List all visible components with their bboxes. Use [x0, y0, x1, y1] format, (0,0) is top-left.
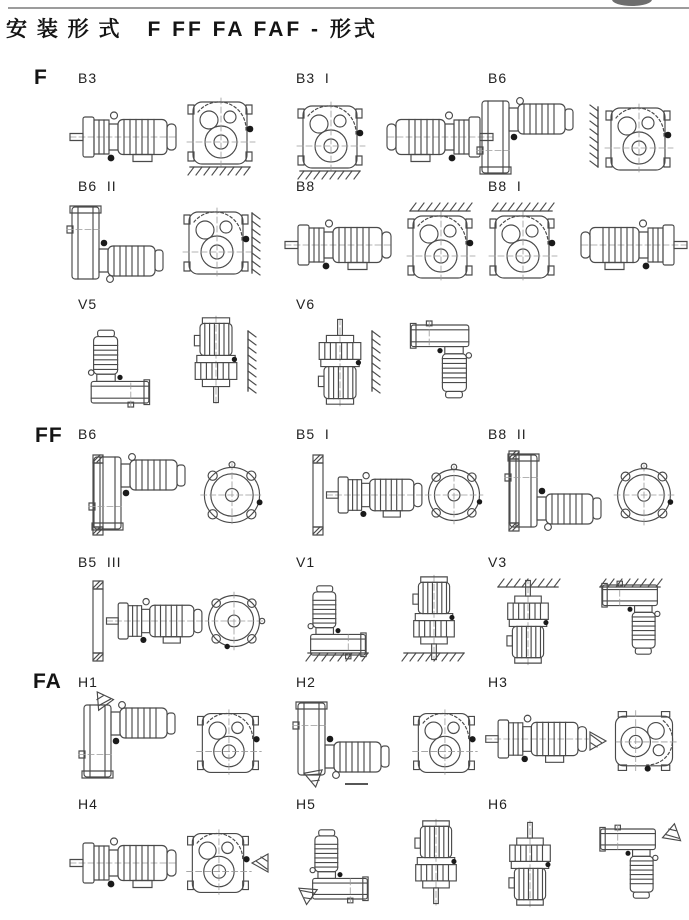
mount-cell-ff-b8ii	[480, 426, 688, 535]
mounting-diagram	[70, 575, 278, 663]
foot-arrow-marker	[90, 692, 113, 714]
stray-mark	[345, 783, 368, 785]
vstack-view	[509, 821, 551, 907]
mounting-diagram	[288, 695, 496, 783]
mount-cell-f-v6	[288, 296, 496, 405]
top-rule	[8, 7, 689, 9]
mount-code-label: B5 I	[296, 426, 330, 442]
mounting-diagram	[480, 817, 688, 905]
lunit-view	[310, 830, 368, 903]
end-view	[187, 830, 252, 895]
roundend-view	[201, 462, 264, 527]
end-view	[183, 208, 251, 276]
page-title-chinese: 安 装 形 式	[6, 18, 122, 41]
mount-cell-f-v5	[70, 296, 278, 405]
mount-code-label: V5	[78, 296, 98, 312]
page-title	[6, 13, 378, 43]
mount-cell-fa-h3	[480, 674, 688, 783]
end-view	[407, 212, 475, 280]
mounting-diagram	[288, 91, 496, 179]
fplate-view	[93, 581, 103, 661]
mount-code-label: H6	[488, 796, 508, 812]
mount-cell-ff-b5iii	[70, 554, 278, 663]
page-title-codes: F FF FA FAF - 形式	[147, 18, 378, 41]
foot-arrow-marker	[659, 824, 680, 846]
mount-cell-f-b8	[288, 178, 496, 287]
lunit-view	[79, 702, 175, 778]
mount-cell-fa-h5	[288, 796, 496, 905]
mount-cell-f-b3i	[288, 70, 496, 179]
end-view	[297, 102, 365, 170]
mount-cell-fa-h4	[70, 796, 278, 905]
end-view	[187, 98, 255, 166]
mount-cell-f-b6	[480, 70, 688, 179]
lunit-view	[308, 586, 366, 659]
end-view	[197, 710, 262, 775]
mounting-diagram	[70, 695, 278, 783]
mount-surface-hatch	[306, 653, 368, 661]
side-view	[107, 599, 204, 644]
mounting-diagram	[480, 695, 688, 783]
vstack-view	[194, 316, 237, 404]
section-label-fa: FA	[33, 670, 62, 693]
mount-cell-ff-b5i	[288, 426, 496, 535]
foot-arrow-marker	[252, 854, 268, 872]
mount-surface-hatch	[252, 213, 260, 275]
mounting-diagram	[288, 817, 496, 905]
mount-cell-f-b8i	[480, 178, 688, 287]
mount-code-label: B8 II	[488, 426, 527, 442]
end-view	[614, 711, 677, 774]
mount-surface-hatch	[188, 167, 250, 175]
mount-code-label: B8	[296, 178, 316, 194]
mount-code-label: B3 I	[296, 70, 330, 86]
lunit-view	[600, 825, 658, 898]
mounting-diagram	[70, 317, 278, 405]
roundend-view	[614, 463, 674, 525]
lunit-view	[88, 330, 149, 407]
mount-surface-hatch	[590, 105, 598, 167]
mount-surface-hatch	[372, 331, 380, 393]
lunit-view	[293, 702, 389, 778]
mounting-diagram	[288, 317, 496, 405]
mount-cell-fa-h6	[480, 796, 688, 905]
lunit-view	[67, 206, 163, 282]
mount-code-label: H2	[296, 674, 316, 690]
mount-surface-hatch	[410, 203, 472, 211]
lunit-view	[477, 98, 573, 174]
side-view	[486, 715, 589, 762]
side-view	[70, 838, 178, 888]
mount-cell-f-b3	[70, 70, 278, 179]
end-view	[413, 710, 478, 775]
mounting-diagram	[70, 199, 278, 287]
mount-cell-fa-h1	[70, 674, 278, 783]
lunit-view	[410, 321, 471, 398]
mount-code-label: H4	[78, 796, 98, 812]
mount-cell-fa-h2	[288, 674, 496, 783]
mount-code-label: B6	[78, 426, 98, 442]
mount-code-label: V6	[296, 296, 316, 312]
vstack-view	[413, 575, 455, 661]
mounting-diagram	[480, 91, 688, 179]
mount-surface-hatch	[248, 331, 256, 393]
section-label-ff: FF	[35, 424, 63, 447]
mounting-diagram	[480, 199, 688, 287]
mount-cell-ff-v1	[288, 554, 496, 663]
mount-surface-hatch	[492, 203, 554, 211]
mount-cell-f-b6ii	[70, 178, 278, 287]
mount-cell-ff-v3	[480, 554, 688, 663]
side-view	[285, 220, 393, 270]
lunit-view	[602, 581, 660, 654]
side-view	[327, 473, 424, 518]
mount-surface-hatch	[600, 579, 662, 587]
end-view	[605, 104, 673, 172]
section-label-f: F	[34, 66, 48, 89]
vstack-view	[318, 318, 361, 406]
mount-code-label: V1	[296, 554, 316, 570]
fplate-view	[313, 455, 323, 535]
mount-cell-ff-b6	[70, 426, 278, 535]
mount-code-label: B8 I	[488, 178, 522, 194]
foot-arrow-marker	[590, 732, 606, 750]
vstack-view	[415, 819, 457, 905]
foot-arrow-marker	[299, 881, 321, 904]
mount-code-label: B5 III	[78, 554, 122, 570]
mount-code-label: B3	[78, 70, 98, 86]
logo-mark	[612, 0, 652, 6]
mount-code-label: V3	[488, 554, 508, 570]
mounting-diagram	[288, 199, 496, 287]
side-view	[579, 220, 687, 270]
side-view	[70, 112, 178, 162]
vstack-view	[507, 579, 549, 665]
mounting-diagram	[480, 575, 688, 663]
roundend-view	[205, 592, 265, 650]
mount-code-label: B6	[488, 70, 508, 86]
mounting-diagram	[288, 447, 496, 535]
mount-code-label: H1	[78, 674, 98, 690]
end-view	[489, 212, 557, 280]
mount-code-label: H3	[488, 674, 508, 690]
roundend-view	[425, 464, 483, 524]
mount-code-label: H5	[296, 796, 316, 812]
mounting-diagram	[70, 91, 278, 179]
mounting-diagram	[70, 817, 278, 905]
mount-code-label: B6 II	[78, 178, 117, 194]
mounting-diagram	[70, 447, 278, 535]
mounting-diagram	[480, 447, 688, 535]
mounting-diagram	[288, 575, 496, 663]
